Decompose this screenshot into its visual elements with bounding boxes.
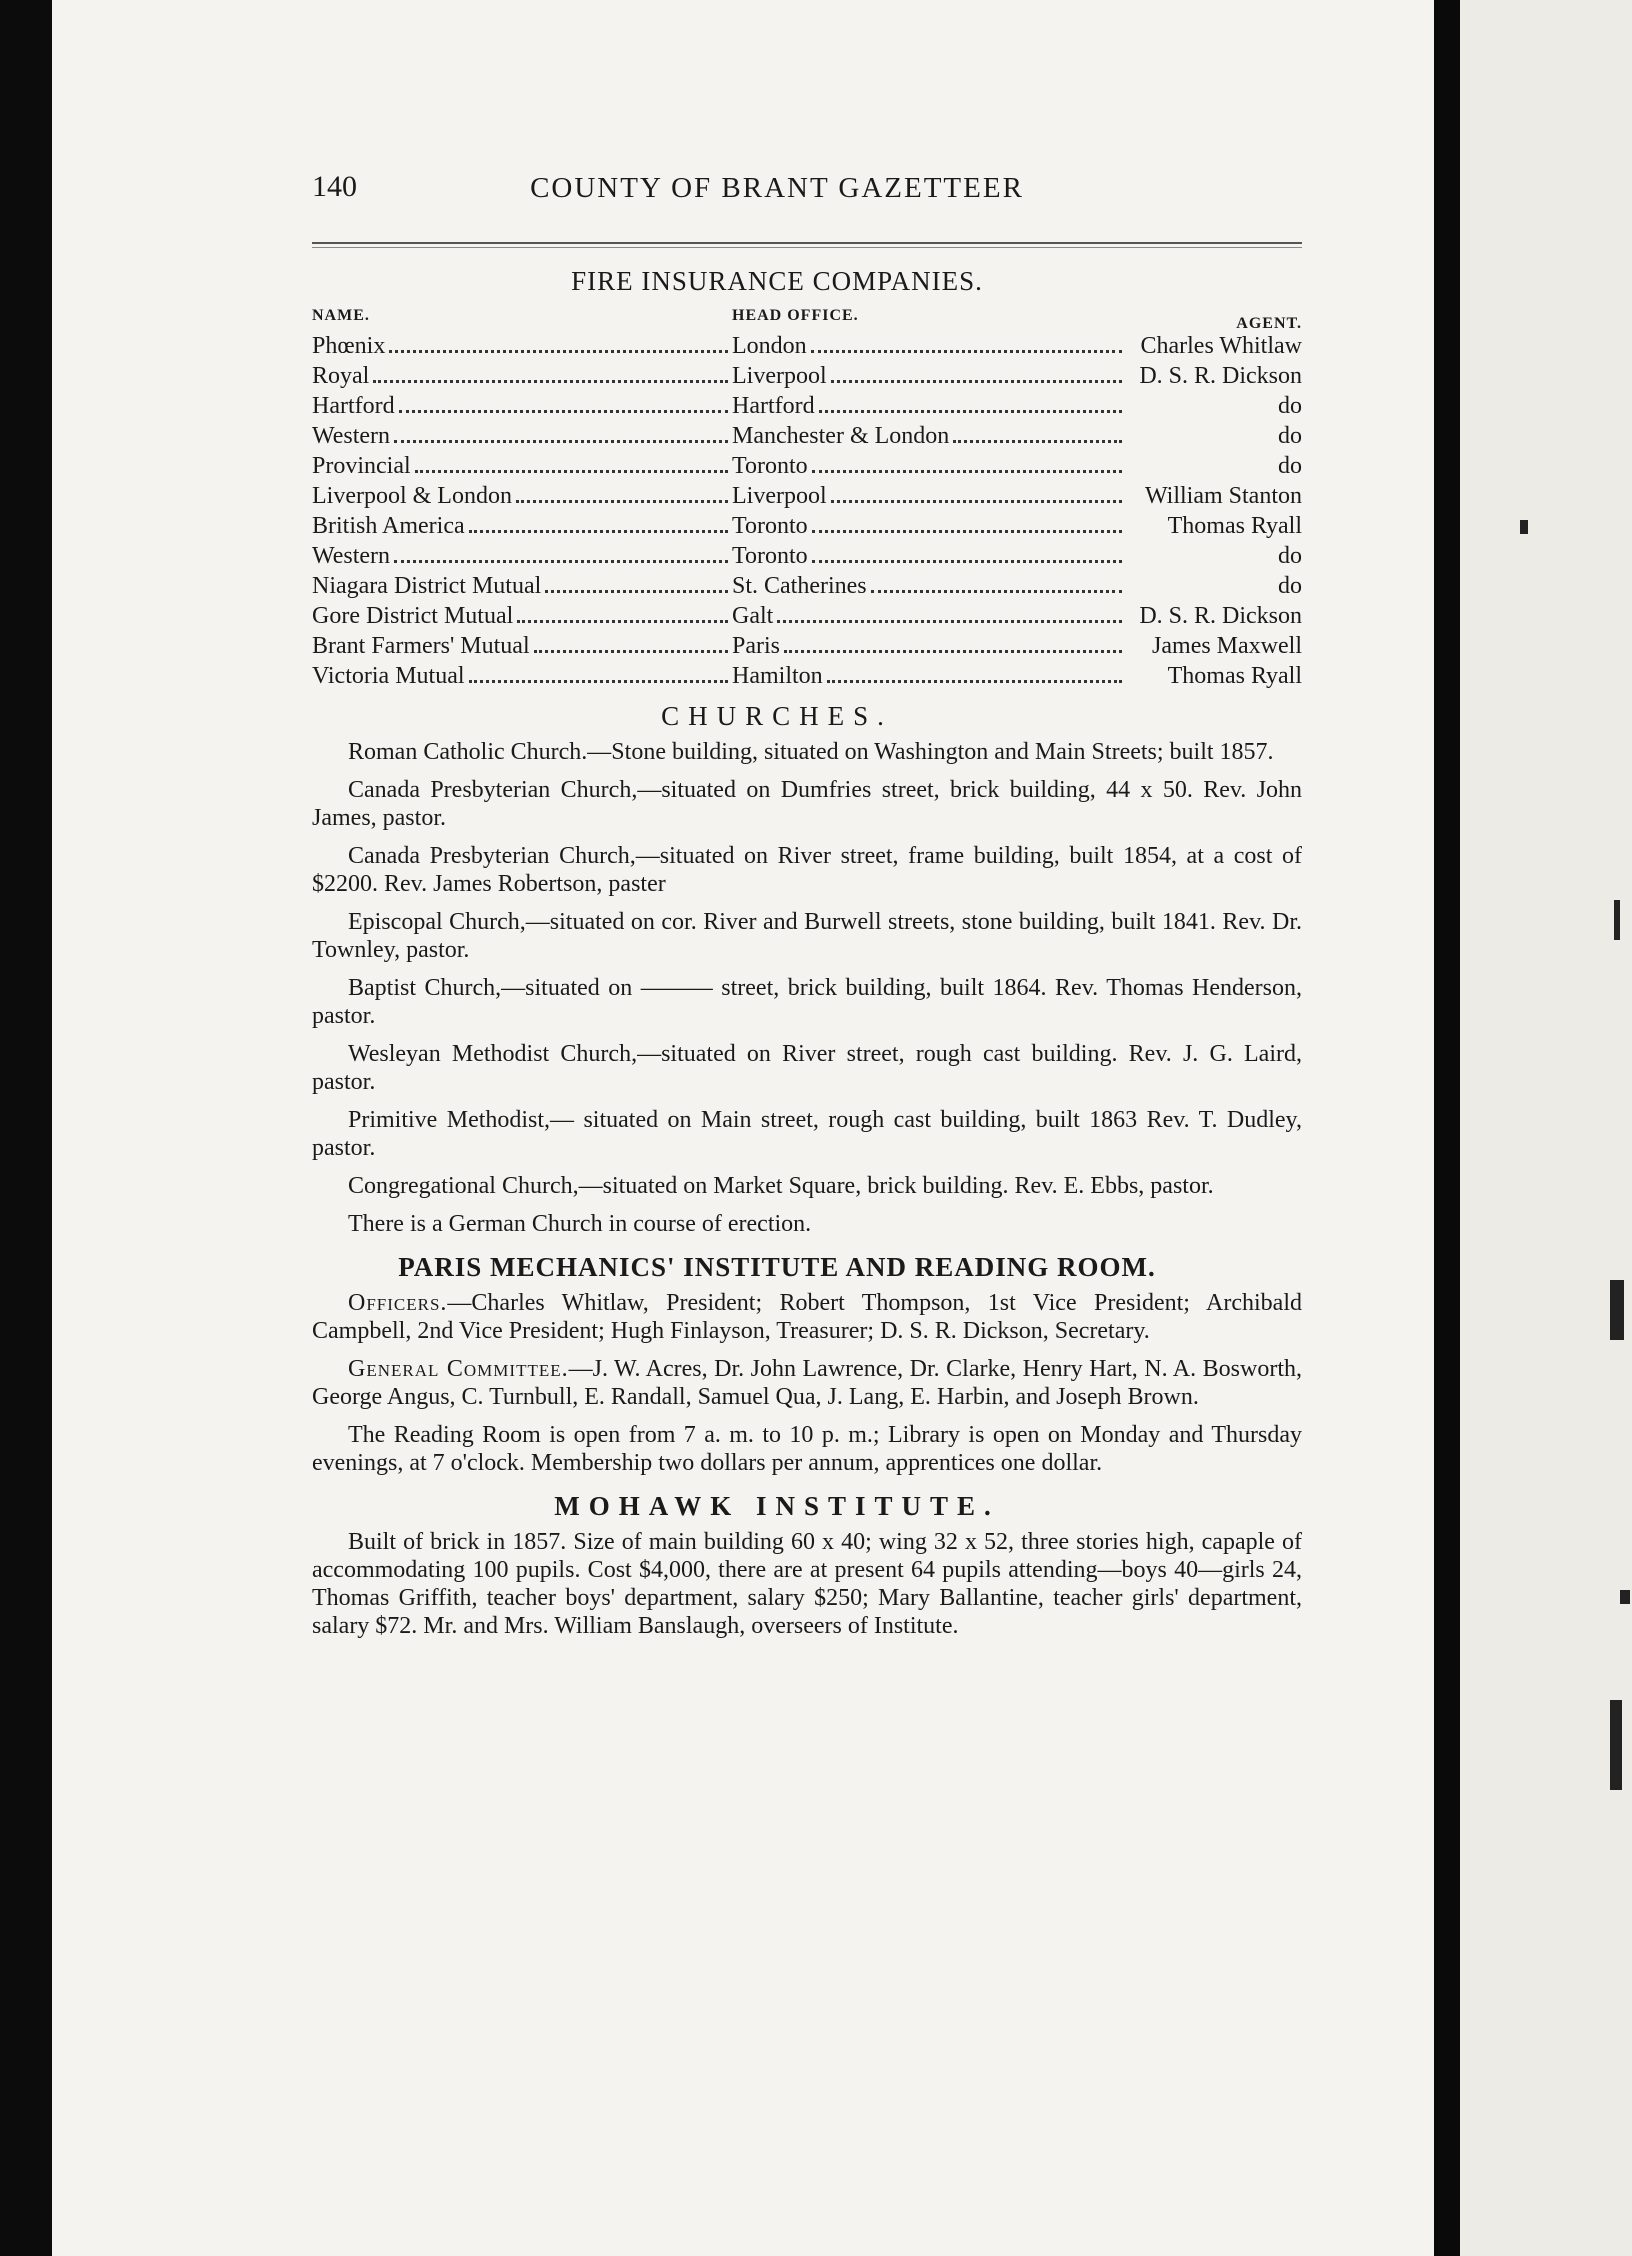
name-cell — [312, 541, 732, 571]
leader-dots — [394, 440, 728, 443]
name-cell — [312, 391, 732, 421]
running-head — [252, 170, 1302, 220]
office-cell — [732, 571, 1302, 601]
church-paragraph: Congregational Church,—situated on Market Square, brick building. Rev. E. Ebbs, pastor. — [348, 1173, 1214, 1199]
leader-dots — [394, 560, 728, 563]
officers-label: Officers. — [348, 1290, 448, 1316]
head-office: Liverpool — [732, 483, 827, 509]
leader-dots — [777, 620, 1122, 623]
agent-name: do — [1278, 543, 1302, 569]
name-cell — [312, 661, 732, 691]
table-row — [312, 391, 1302, 421]
agent-name: D. S. R. Dickson — [1139, 603, 1302, 629]
leader-dots — [871, 590, 1122, 593]
head-office: Hartford — [732, 393, 815, 419]
show-through-mark — [1614, 900, 1620, 940]
company-name: Niagara District Mutual — [312, 573, 542, 599]
table-row — [312, 361, 1302, 391]
leader-dots — [516, 500, 728, 503]
office-cell — [732, 391, 1302, 421]
name-cell — [312, 421, 732, 451]
church-paragraph: Canada Presbyterian Church,—situated on Dumfries street, brick building, 44 x 50. Rev. John James, pastor. — [312, 777, 1302, 831]
company-name: Phœnix — [312, 333, 386, 359]
name-cell — [312, 451, 732, 481]
leader-dots — [819, 410, 1122, 413]
table-header — [312, 303, 1302, 331]
leader-dots — [389, 350, 728, 353]
mohawk-paragraph: Built of brick in 1857. Size of main building 60 x 40; wing 32 x 52, three stories high, capaple of accommodating 100 pupils. Cost $4,000, there are at present 64 pupils attending—boys 40—girls 24, Thomas Griffith, teacher boys' department, salary $250; Mary Ballantine, teacher girls' department, salary $72. Mr. and Mrs. William Banslaugh, overseers of Institute. — [312, 1529, 1302, 1639]
company-name: Brant Farmers' Mutual — [312, 633, 530, 659]
office-cell — [732, 421, 1302, 451]
scan-left-margin — [0, 0, 52, 2256]
office-cell — [732, 481, 1302, 511]
leader-dots — [415, 470, 728, 473]
head-office: St. Catherines — [732, 573, 867, 599]
church-paragraph: Canada Presbyterian Church,—situated on River street, frame building, built 1854, at a cost of $2200. Rev. James Robertson, paster — [312, 843, 1302, 897]
show-through-mark — [1610, 1280, 1624, 1340]
agent-name: Thomas Ryall — [1167, 663, 1302, 689]
header-rule — [312, 242, 1302, 248]
book-page — [52, 0, 1434, 2256]
leader-dots — [812, 530, 1122, 533]
head-office: Liverpool — [732, 363, 827, 389]
leader-dots — [534, 650, 728, 653]
leader-dots — [953, 440, 1122, 443]
office-cell — [732, 511, 1302, 541]
table-row — [312, 631, 1302, 661]
office-cell — [732, 661, 1302, 691]
office-cell — [732, 331, 1302, 361]
name-cell — [312, 571, 732, 601]
church-paragraph: Roman Catholic Church.—Stone building, situated on Washington and Main Streets; built 1857. — [348, 739, 1274, 765]
head-office: Paris — [732, 633, 780, 659]
column-header-name: NAME. — [312, 307, 370, 324]
show-through-mark — [1610, 1700, 1622, 1790]
adjacent-page-edge — [1460, 0, 1632, 2256]
office-cell — [732, 361, 1302, 391]
leader-dots — [831, 380, 1122, 383]
company-name: Provincial — [312, 453, 411, 479]
table-row — [312, 421, 1302, 451]
churches-title: CHURCHES. — [661, 701, 893, 731]
agent-name: James Maxwell — [1152, 633, 1302, 659]
church-paragraph: Baptist Church,—situated on ——— street, brick building, built 1864. Rev. Thomas Henderson, pastor. — [312, 975, 1302, 1029]
company-name: Royal — [312, 363, 370, 389]
table-row — [312, 451, 1302, 481]
page-number: 140 — [312, 170, 357, 203]
name-cell — [312, 601, 732, 631]
table-body — [312, 331, 1302, 691]
committee-label: General Committee. — [348, 1356, 569, 1382]
company-name: Victoria Mutual — [312, 663, 465, 689]
company-name: Gore District Mutual — [312, 603, 514, 629]
committee-paragraph — [312, 1355, 1302, 1411]
agent-name: do — [1278, 423, 1302, 449]
table-row — [312, 511, 1302, 541]
agent-name: Thomas Ryall — [1167, 513, 1302, 539]
page-content — [252, 170, 1302, 1650]
leader-dots — [399, 410, 728, 413]
fire-insurance-table — [312, 303, 1302, 691]
committee-text: —J. W. Acres, Dr. John Lawrence, Dr. Clarke, Henry Hart, N. A. Bosworth, George Angus, C. Turnbull, E. Randall, Samuel Qua, J. Lang, E. Harbin, and Joseph Brown. — [312, 1356, 1302, 1410]
head-office: Hamilton — [732, 663, 823, 689]
column-header-office: HEAD OFFICE. — [732, 307, 859, 324]
head-office: Toronto — [732, 543, 808, 569]
office-cell — [732, 451, 1302, 481]
leader-dots — [784, 650, 1122, 653]
column-header-agent: AGENT. — [1236, 315, 1302, 332]
agent-name: do — [1278, 393, 1302, 419]
name-cell — [312, 481, 732, 511]
running-title: COUNTY OF BRANT GAZETTEER — [530, 172, 1024, 204]
church-paragraph: Primitive Methodist,— situated on Main street, rough cast building, built 1863 Rev. T. Dudley, pastor. — [312, 1107, 1302, 1161]
agent-name: do — [1278, 453, 1302, 479]
office-cell — [732, 541, 1302, 571]
officers-text: —Charles Whitlaw, President; Robert Thompson, 1st Vice President; Archibald Campbell, 2nd Vice President; Hugh Finlayson, Treasurer; D. S. R. Dickson, Secretary. — [312, 1290, 1302, 1344]
table-row — [312, 601, 1302, 631]
show-through-mark — [1520, 520, 1528, 534]
company-name: Western — [312, 423, 391, 449]
name-cell — [312, 511, 732, 541]
agent-name: D. S. R. Dickson — [1139, 363, 1302, 389]
name-cell — [312, 361, 732, 391]
name-cell — [312, 631, 732, 661]
leader-dots — [517, 620, 728, 623]
leader-dots — [469, 530, 728, 533]
show-through-mark — [1620, 1590, 1630, 1604]
company-name: Western — [312, 543, 391, 569]
head-office: Manchester & London — [732, 423, 950, 449]
leader-dots — [812, 470, 1122, 473]
agent-name: William Stanton — [1144, 483, 1302, 509]
leader-dots — [373, 380, 728, 383]
mechanics-institute-title: PARIS MECHANICS' INSTITUTE AND READING ROOM. — [398, 1252, 1156, 1282]
office-cell — [732, 631, 1302, 661]
head-office: Toronto — [732, 453, 808, 479]
agent-name: Charles Whitlaw — [1140, 333, 1302, 359]
company-name: Hartford — [312, 393, 395, 419]
reading-room-paragraph: The Reading Room is open from 7 a. m. to 10 p. m.; Library is open on Monday and Thursday evenings, at 7 o'clock. Membership two dollars per annum, apprentices one dollar. — [312, 1422, 1302, 1476]
office-cell — [732, 601, 1302, 631]
table-row — [312, 571, 1302, 601]
table-row — [312, 541, 1302, 571]
fire-insurance-title: FIRE INSURANCE COMPANIES. — [571, 266, 983, 296]
name-cell — [312, 331, 732, 361]
company-name: Liverpool & London — [312, 483, 512, 509]
agent-name: do — [1278, 573, 1302, 599]
leader-dots — [831, 500, 1122, 503]
leader-dots — [469, 680, 728, 683]
table-row — [312, 661, 1302, 691]
table-row — [312, 331, 1302, 361]
leader-dots — [545, 590, 728, 593]
table-row — [312, 481, 1302, 511]
leader-dots — [812, 560, 1122, 563]
church-paragraph: There is a German Church in course of erection. — [348, 1211, 812, 1237]
leader-dots — [811, 350, 1122, 353]
head-office: London — [732, 333, 807, 359]
head-office: Toronto — [732, 513, 808, 539]
officers-paragraph — [312, 1289, 1302, 1345]
head-office: Galt — [732, 603, 774, 629]
church-paragraph: Wesleyan Methodist Church,—situated on River street, rough cast building. Rev. J. G. Laird, pastor. — [312, 1041, 1302, 1095]
churches-list — [252, 738, 1302, 1238]
page-gutter — [1434, 0, 1460, 2256]
leader-dots — [827, 680, 1122, 683]
company-name: British America — [312, 513, 465, 539]
mohawk-institute-title: MOHAWK INSTITUTE. — [554, 1491, 1000, 1521]
church-paragraph: Episcopal Church,—situated on cor. River and Burwell streets, stone building, built 1841. Rev. Dr. Townley, pastor. — [312, 909, 1302, 963]
